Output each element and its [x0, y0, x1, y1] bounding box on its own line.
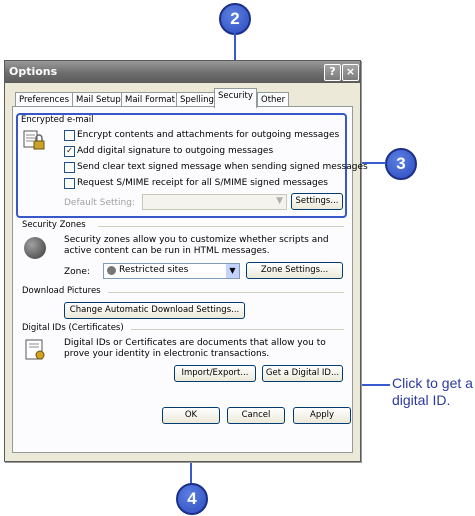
clear-text-checkbox[interactable] — [64, 162, 75, 173]
zone-settings-button[interactable]: Zone Settings... — [246, 262, 343, 279]
cancel-button[interactable]: Cancel — [227, 407, 285, 424]
window-title: Options — [9, 65, 58, 78]
digital-signature-label: Add digital signature to outgoing messages — [77, 146, 274, 156]
lock-certificate-icon — [22, 129, 46, 151]
callout-3: 3 — [385, 148, 417, 180]
title-bar — [5, 61, 360, 83]
download-pictures-heading: Download Pictures — [22, 286, 104, 296]
chevron-down-icon[interactable]: ▼ — [226, 264, 239, 278]
digital-ids-description: Digital IDs or Certificates are documents that allow you to prove your identity in electronic transactions. — [64, 338, 326, 359]
settings-button[interactable]: Settings... — [291, 193, 343, 210]
help-button[interactable]: ? — [324, 64, 341, 81]
side-note: Click to get a digital ID. — [392, 375, 473, 408]
encrypted-email-heading: Encrypted e-mail — [21, 115, 97, 125]
tab-other[interactable]: Other — [257, 92, 289, 107]
import-export-button[interactable]: Import/Export... — [174, 365, 256, 382]
zone-value: Restricted sites — [119, 265, 189, 275]
close-button[interactable]: × — [342, 64, 359, 81]
digital-ids-divider — [131, 329, 344, 330]
chevron-down-icon: ▼ — [276, 196, 283, 206]
zone-select[interactable] — [103, 263, 240, 279]
zone-label: Zone: — [64, 267, 90, 277]
certificate-icon — [24, 338, 48, 362]
apply-button[interactable]: Apply — [293, 407, 351, 424]
tab-spelling[interactable]: Spelling — [176, 92, 218, 107]
callout-4: 4 — [176, 483, 208, 515]
smime-receipt-checkbox[interactable] — [64, 178, 75, 189]
get-digital-id-button[interactable]: Get a Digital ID... — [262, 365, 343, 382]
zones-description: Security zones allow you to customize whether scripts and active content can be run in HTML messages. — [64, 235, 329, 256]
callout-2: 2 — [219, 3, 251, 35]
download-divider — [108, 292, 344, 293]
security-zones-heading: Security Zones — [22, 220, 89, 230]
digital-ids-heading: Digital IDs (Certificates) — [22, 323, 127, 333]
globe-icon — [24, 237, 46, 259]
tab-mail-format[interactable]: Mail Format — [121, 92, 179, 107]
ok-button[interactable]: OK — [162, 407, 220, 424]
security-panel — [12, 106, 368, 453]
default-setting-label: Default Setting: — [64, 198, 136, 208]
restricted-sites-icon — [107, 266, 116, 275]
clear-text-label: Send clear text signed message when sending signed messages — [77, 162, 368, 172]
tab-preferences[interactable]: Preferences — [15, 92, 73, 107]
tab-security[interactable]: Security — [214, 88, 257, 108]
encrypt-contents-label: Encrypt contents and attachments for outgoing messages — [77, 130, 340, 140]
default-setting-select[interactable] — [142, 194, 287, 210]
smime-receipt-label: Request S/MIME receipt for all S/MIME signed messages — [77, 178, 328, 188]
zones-divider — [98, 226, 344, 227]
options-dialog — [4, 60, 368, 462]
tab-mail-setup[interactable]: Mail Setup — [72, 92, 125, 107]
encrypt-contents-checkbox[interactable] — [64, 130, 75, 141]
digital-signature-checkbox[interactable]: ✓ — [64, 146, 75, 157]
download-settings-button[interactable]: Change Automatic Download Settings... — [64, 302, 245, 319]
